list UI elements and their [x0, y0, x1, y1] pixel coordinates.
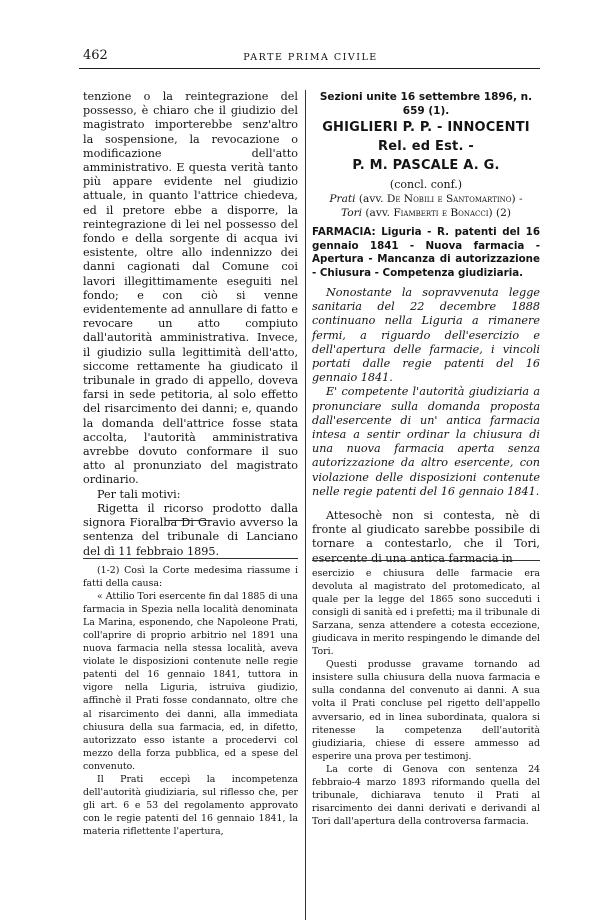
paragraph: Per tali motivi:: [97, 487, 181, 501]
paragraph: Rigetta il ricorso prodotto dalla signora Fioralba Di Gravio avverso la sentenza del tribunale di Lanciano del dì 11 febbraio 1895.: [83, 501, 298, 558]
counsel-line: Prati (avv. De Nobili e Santomartino) -: [329, 193, 523, 205]
paragraph: Attesochè non si contesta, nè di fronte al giudicato sarebbe possibile di tornare a contestarlo, che il Tori, esercente di una antica farmacia in: [312, 509, 540, 565]
headnote: FARMACIA: Liguria - R. patenti del 16 gennaio 1841 - Nuova farmacia - Apertura - Mancanza di autorizzazione - Chiusura - Competenza giudiziaria.: [312, 226, 540, 279]
footnote-left: [83, 564, 298, 838]
running-title: PARTE PRIMA CIVILE: [243, 52, 378, 63]
header-rule: [79, 68, 540, 69]
footnote-paragraph: esercizio e chiusura delle farmacie era devoluta al magistrato del protomedicato, al quale per la legge del 1865 sono succeduti i consigli di sanità ed i prefetti; ma il tribunale di Sarzana, senza attendere a cotesta eccezione, giudicava in merito respingendo le dimande del Tori.: [312, 568, 540, 658]
footnote-rule-left: [83, 558, 298, 559]
maxim-1: Nonostante la sopravvenuta legge sanitaria del 22 decembre 1888 continuano nella Liguria a rimanere fermi, a riguardo dell'esercizio e dell'apertura delle farmacie, i vincoli portati dalle regie patenti del 16 gennaio 1841.: [312, 286, 540, 385]
footnote-paragraph: « Attilio Tori esercente fin dal 1885 di una farmacia in Spezia nella località denominata La Marina, esponendo, che Napoleone Prati, coll'aprire di proprio arbitrio nel 1891 una nuova farmacia nella stessa località, aveva violate le disposizioni contenute nelle regie patenti del 16 gennaio 1841, tuttora in vigore nella Liguria, istruiva giudizio, affinchè il Prati fosse condannato, oltre che al risarcimento dei danni, alla immediata chiusura della sua farmacia, ed, in difetto, autorizzato esso istante a procedervi col mezzo della forza pubblica, ed a spese del convenuto.: [83, 591, 298, 772]
conclusion: (concl. conf.): [389, 178, 463, 191]
parties-line-2: P. M. PASCALE A. G.: [352, 158, 500, 173]
footnote-right: [312, 567, 540, 828]
footnote-paragraph: Questi produsse gravame tornando ad insistere sulla chiusura della nuova farmacia e sulla condanna del convenuto ai danni. A sua volta il Prati concluse pel rigetto dell'appello avversario, ed in linea subordinata, qualora si ritenesse la competenza dell'autorità giudiziaria, chiese di essere ammesso ad esperire una prova per testimonj.: [312, 659, 540, 762]
end-rule: [165, 520, 211, 521]
maxim-2: E' competente l'autorità giudiziaria a pronunciare sulla domanda proposta dall'esercente di un' antica farmacia intesa a sentir ordinar la chiusura di una nuova farmacia aperta senza autorizzazione da altro esercente, con violazione delle disposizioni contenute nelle regie patenti del 16 gennaio 1841.: [312, 385, 540, 498]
left-column-text: [83, 90, 298, 559]
right-column-text: [312, 90, 540, 566]
column-divider: [305, 90, 306, 920]
counsel-line: Tori (avv. Fiamberti e Bonacci) (2): [340, 207, 512, 219]
paragraph: tenzione o la reintegrazione del possesso, è chiaro che il giudizio del magistrato importerebbe senz'altro la sospensione, la revocazione o modificazione dell'atto amministrativo. E questa verità tanto più appare evidente nel giudizio attuale, in quanto l'attrice chiedeva, ed il pretore ebbe a disporre, la reintegrazione di lei nel possesso del fondo e della sorgente di acqua ivi esistente, oltre allo indennizzo dei danni cagionati dal Comune coi lavori illegittimamente eseguiti nel fondo; e con ciò si venne evidentemente ad annullare di fatto e revocare un atto compiuto dall'autorità amministrativa. Invece, il giudizio sulla legittimità dell'atto, siccome rettamente ha giudicato il tribunale in grado di appello, doveva farsi in sede petitoria, al solo effetto del risarcimento dei danni; e, quando la domanda dell'attrice fosse stata accolta, l'autorità amministrativa avrebbe dovuto conformare il suo atto al pronunziato del magistrato ordinario.: [83, 90, 298, 487]
page-number: 462: [83, 48, 108, 63]
footnote-paragraph: La corte di Genova con sentenza 24 febbraio-4 marzo 1893 riformando quella del tribunale, dichiarava tenuto il Prati al risarcimento dei danni derivati e derivandi al Tori dall'apertura della controversa farmacia.: [312, 763, 540, 827]
session-line: Sezioni unite 16 settembre 1896, n. 659 (1).: [319, 91, 533, 117]
footnote-paragraph: Il Prati eccepì la incompetenza dell'autorità giudiziaria, sul riflesso che, per gli art. 6 e 53 del regolamento approvato con le regie patenti del 16 gennaio 1841, la materia riflettente l'apertura,: [83, 773, 298, 837]
parties-line-1: GHIGLIERI P. P. - INNOCENTI Rel. ed Est. -: [322, 120, 530, 154]
footnote-rule-right: [312, 560, 540, 561]
footnote-paragraph: (1-2) Così la Corte medesima riassume i fatti della causa:: [83, 565, 298, 590]
